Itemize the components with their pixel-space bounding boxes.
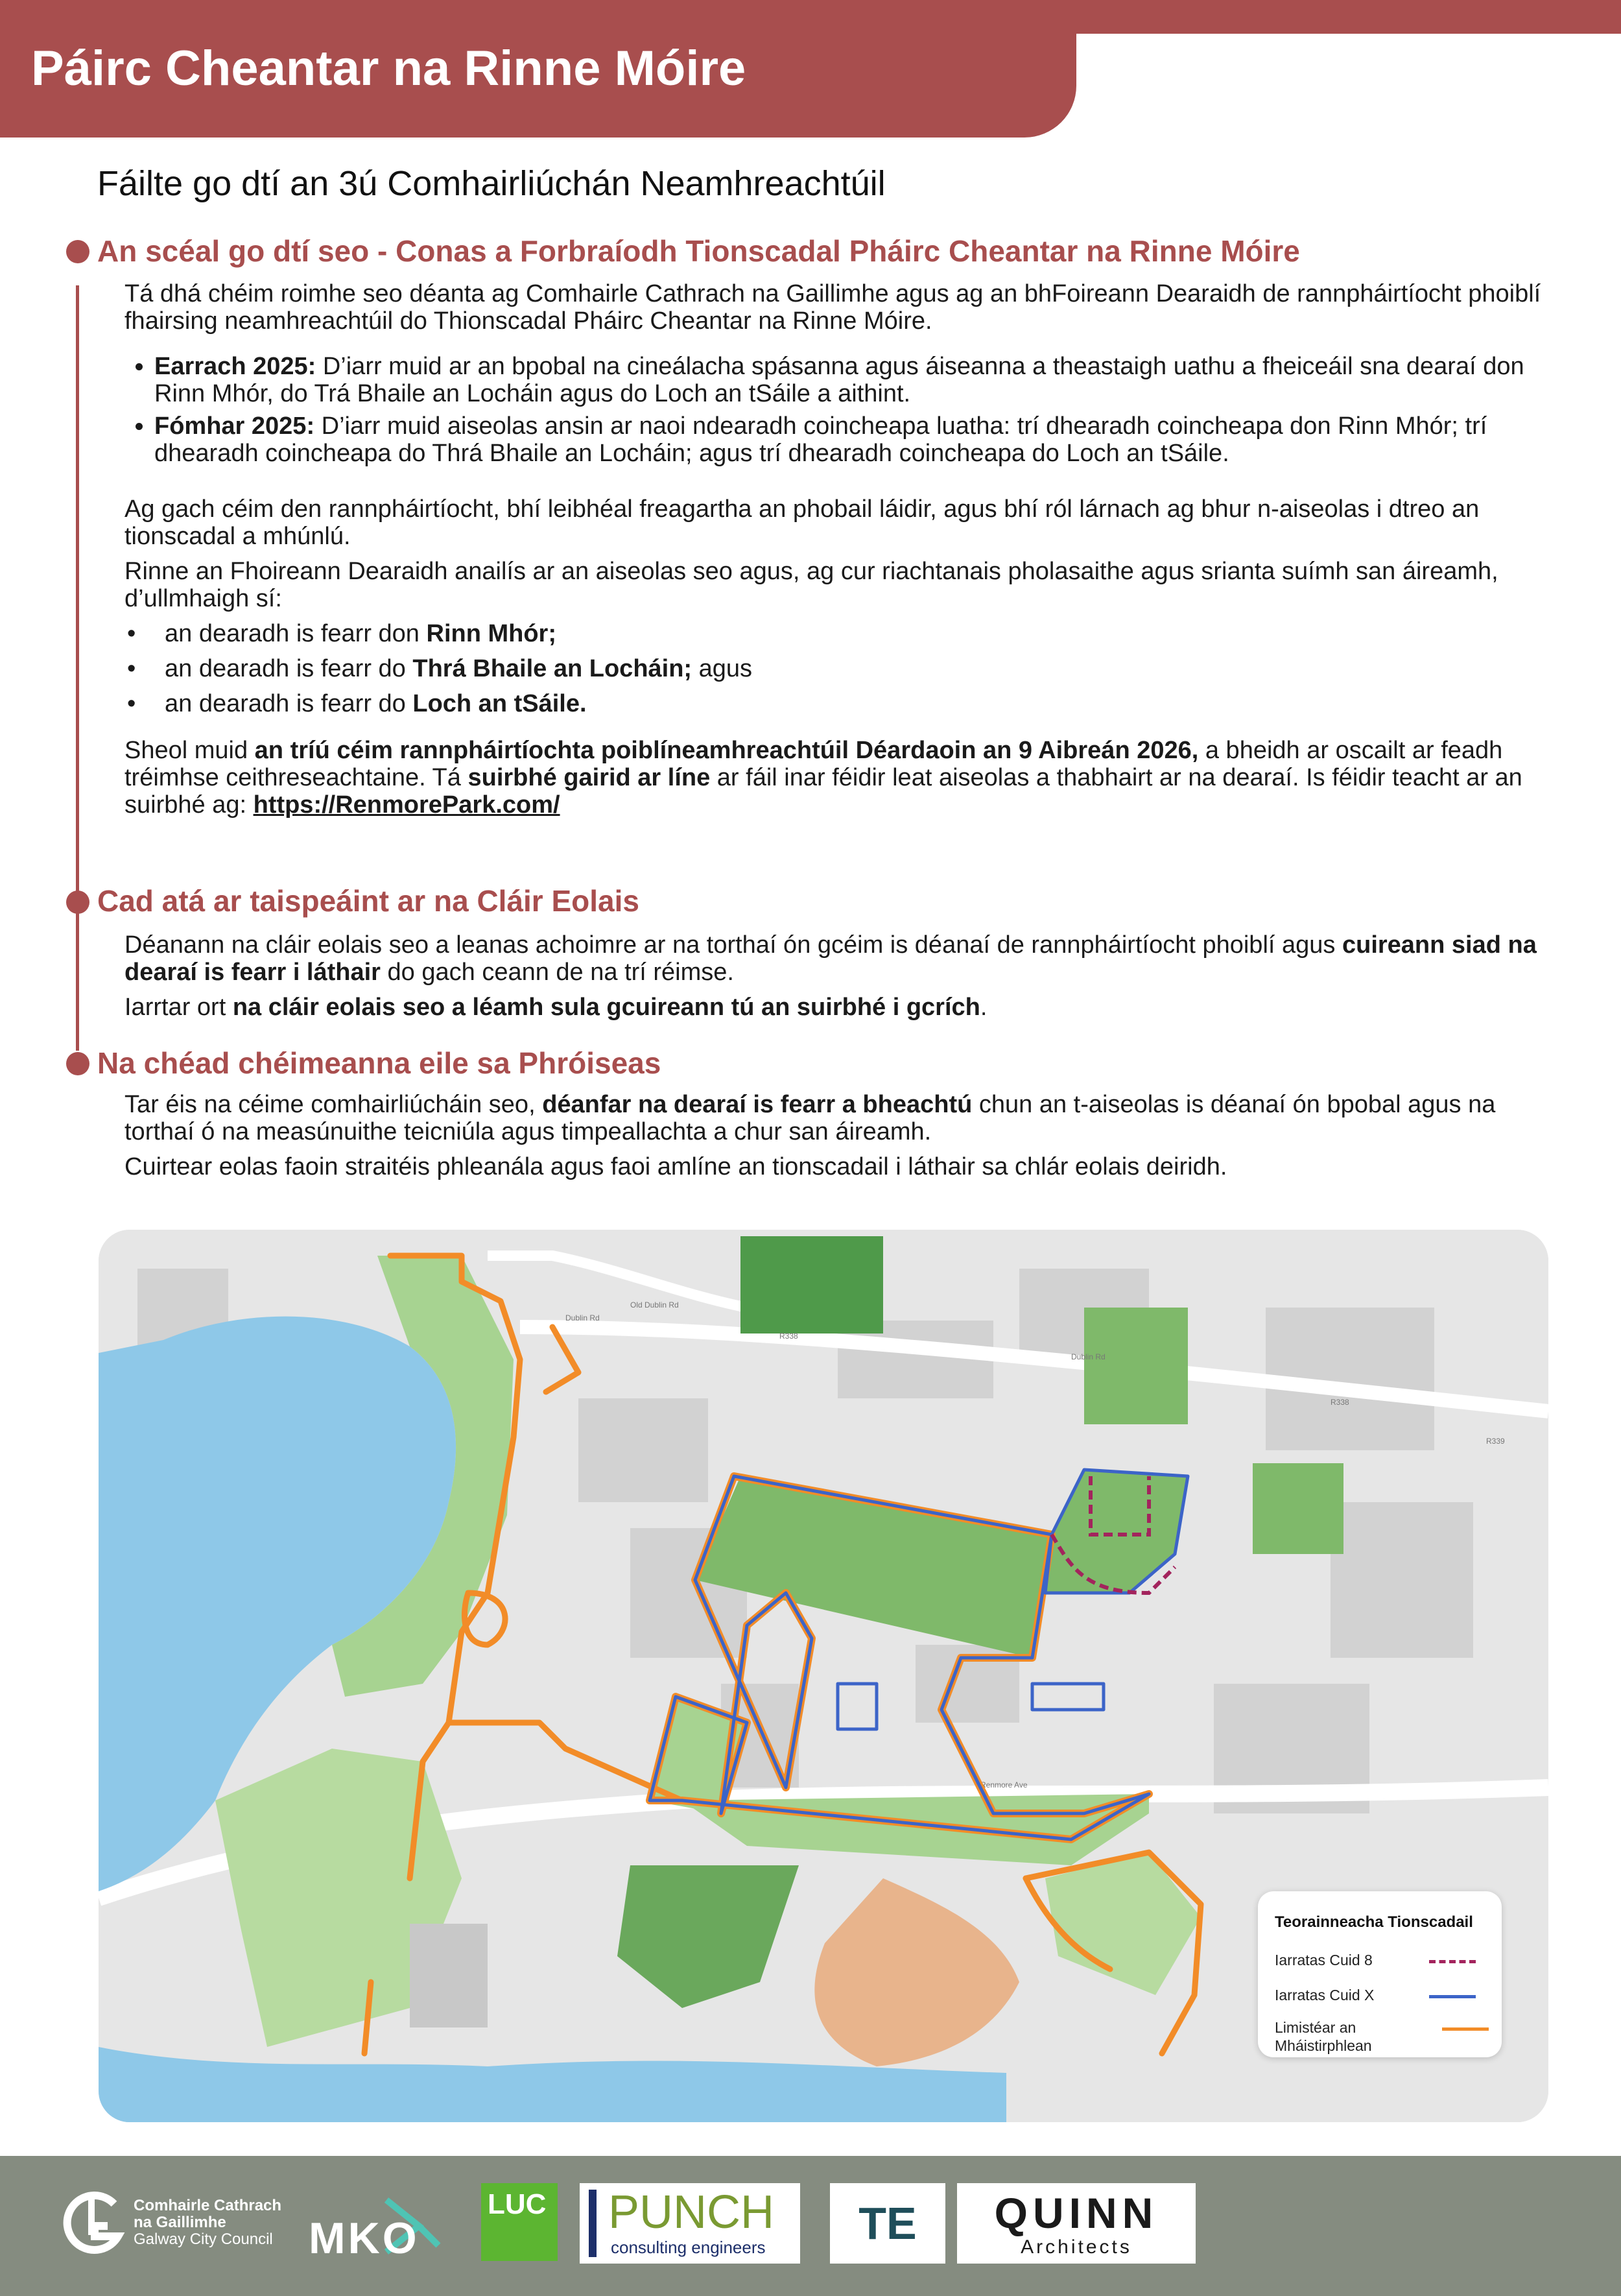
gcc-emblem-icon: [62, 2190, 127, 2261]
section-heading-story: An scéal go dtí seo - Conas a Forbraíodh Tionscadal Pháirc Cheantar na Rinne Móire: [97, 234, 1300, 268]
intro-title: Fáilte go dtí an 3ú Comhairliúchán Neamhreachtúil: [97, 164, 886, 203]
luc-text: LUC: [488, 2188, 547, 2220]
boards-paragraph-2: Iarrtar ort na cláir eolais seo a léamh sula gcuireann tú an suirbhé i gcrích.: [124, 994, 988, 1021]
legend-item-part-x: Iarratas Cuid X: [1275, 1986, 1489, 2004]
gcc-name-line2: na Gaillimhe: [134, 2214, 226, 2231]
road-label-dublin-rd: Dublin Rd: [565, 1313, 600, 1322]
design-item-ballyloughane: • an dearadh is fearr do Thrá Bhaile an Locháin; agus: [124, 655, 1564, 682]
timeline-dot-1: [66, 240, 89, 263]
te-text: TE: [858, 2198, 917, 2249]
section-heading-next-steps: Na chéad chéimeanna eile sa Phróiseas: [97, 1046, 661, 1080]
story-paragraph-1: Tá dhá chéim roimhe seo déanta ag Comhairle Cathrach na Gaillimhe agus ag an bhFoireann Dearaidh de rannpháirtíocht phoiblí fhairsing neamhreachtúil do Thionscadal Pháirc Cheantar na Rinne Móire.: [124, 280, 1541, 335]
story-paragraph-3: Rinne an Fhoireann Dearaidh anailís ar an aiseolas seo agus, ag cur riachtanais pholasaithe agus srianta suímh san áireamh, d’ullmhaigh sí:: [124, 558, 1498, 612]
timeline-line: [76, 285, 79, 1051]
page-title: Páirc Cheantar na Rinne Móire: [31, 41, 746, 96]
playing-field-east: [1253, 1463, 1343, 1554]
survey-link[interactable]: https://RenmorePark.com/: [253, 791, 560, 819]
legend-item-part-8: Iarratas Cuid 8: [1275, 1951, 1489, 1969]
punch-text: PUNCH: [608, 2186, 775, 2238]
section-next-steps-body: [124, 1091, 1564, 1188]
boards-paragraph-1: Déanann na cláir eolais seo a leanas achoimre ar na torthaí ón gcéim is déanaí de rannpháirtíocht phoiblí agus cuireann siad na dearaí is fearr i láthair do gach ceann de na trí réimse.: [124, 931, 1537, 986]
gcc-logo: [62, 2190, 283, 2261]
road-label-renmore-ave: Renmore Ave: [980, 1780, 1028, 1789]
timeline-dot-3: [66, 1052, 89, 1075]
story-paragraph-2: Ag gach céim den rannpháirtíocht, bhí leibhéal freagartha an phobail láidir, agus bhí ról lárnach ag bhur n-aiseolas i dtreo an tionscadal a mhúnlú.: [124, 496, 1480, 550]
road-label-old-dublin-rd: Old Dublin Rd: [630, 1300, 679, 1309]
road-label-dublin-rd-east: Dublin Rd: [1071, 1352, 1106, 1361]
legend-swatch-masterplan: [1442, 2027, 1489, 2031]
section-boards-body: [124, 931, 1564, 1029]
gcc-name-line3: Galway City Council: [134, 2230, 273, 2248]
mko-logo: [309, 2187, 458, 2271]
grey-site: [410, 1924, 488, 2027]
punch-logo: [580, 2183, 800, 2264]
legend-swatch-part-x: [1429, 1995, 1476, 1998]
road-label-r338-east: R338: [1331, 1398, 1349, 1407]
playing-field-north: [1084, 1308, 1188, 1424]
next-steps-paragraph-2: Cuirtear eolas faoin straitéis phleanála agus faoi amlíne an tionscadail i láthair sa chlár eolais deiridh.: [124, 1153, 1227, 1180]
design-item-lough-atalia: • an dearadh is fearr do Loch an tSáile.: [124, 690, 1564, 717]
road-label-r339: R339: [1486, 1437, 1505, 1446]
quinn-text: QUINN: [994, 2189, 1159, 2237]
quinn-subtext: Architects: [1021, 2236, 1132, 2258]
punch-bar-icon: [589, 2190, 597, 2257]
map-legend: [1258, 1891, 1502, 2057]
project-map[interactable]: [99, 1230, 1548, 2122]
phase-item-spring: • Earrach 2025: D’iarr muid ar an bpobal na cineálacha spásanna agus áiseanna a theastaigh uathu a fheiceáil sna dearaí don Rinn Mhór, do Trá Bhaile an Locháin agus do Loch an tSáile a aithint.: [154, 353, 1564, 407]
design-item-renmore: • an dearadh is fearr don Rinn Mhór;: [124, 620, 1564, 647]
footer-band: [0, 2156, 1621, 2296]
gcc-name-line1: Comhairle Cathrach: [134, 2197, 282, 2214]
mko-text: MKO: [309, 2214, 420, 2263]
section-heading-boards: Cad atá ar taispeáint ar na Cláir Eolais: [97, 884, 639, 918]
section-story-body: [124, 280, 1564, 826]
legend-swatch-part-8: [1429, 1960, 1476, 1963]
consultation-phase-list: [124, 353, 1564, 467]
title-tab: [0, 0, 1076, 138]
te-logo: [830, 2183, 945, 2264]
phase-item-autumn: • Fómhar 2025: D’iarr muid aiseolas ansin ar naoi ndearadh coincheapa luatha: trí dhearadh coincheapa don Rinn Mhór; trí dhearadh coincheapa do Thrá Bhaile an Locháin; agus trí dhearadh coincheapa do Loch an tSáile.: [154, 413, 1564, 467]
legend-title: Teorainneacha Tionscadail: [1275, 1913, 1473, 1931]
next-steps-paragraph-1: Tar éis na céime comhairliúcháin seo, déanfar na dearaí is fearr a bheachtú chun an t-aiseolas is déanaí ón bpobal agus na torthaí ó na measúnuithe teicniúla agus timpeallachta a chur san áireamh.: [124, 1091, 1496, 1145]
dark-green-field: [740, 1236, 883, 1333]
preferred-design-list: [124, 620, 1564, 717]
story-paragraph-4: Sheol muid an tríú céim rannpháirtíochta poiblíneamhreachtúil Déardaoin an 9 Aibreán 2026, a bheidh ar oscailt ar feadh tréimhse ceithreseachtaine. Tá suirbhé gairid ar líne ar fáil inar féidir leat aiseolas a thabhairt ar na dearaí. Is féidir teacht ar an suirbhé ag: https://RenmorePark.com/: [124, 737, 1522, 819]
legend-item-masterplan: Limistéar an Mháistirphlean: [1275, 2019, 1372, 2054]
timeline-dot-2: [66, 891, 89, 914]
road-label-r338: R338: [779, 1332, 798, 1341]
luc-logo: [481, 2183, 558, 2261]
punch-subtext: consulting engineers: [611, 2238, 766, 2257]
quinn-logo: [957, 2183, 1196, 2264]
